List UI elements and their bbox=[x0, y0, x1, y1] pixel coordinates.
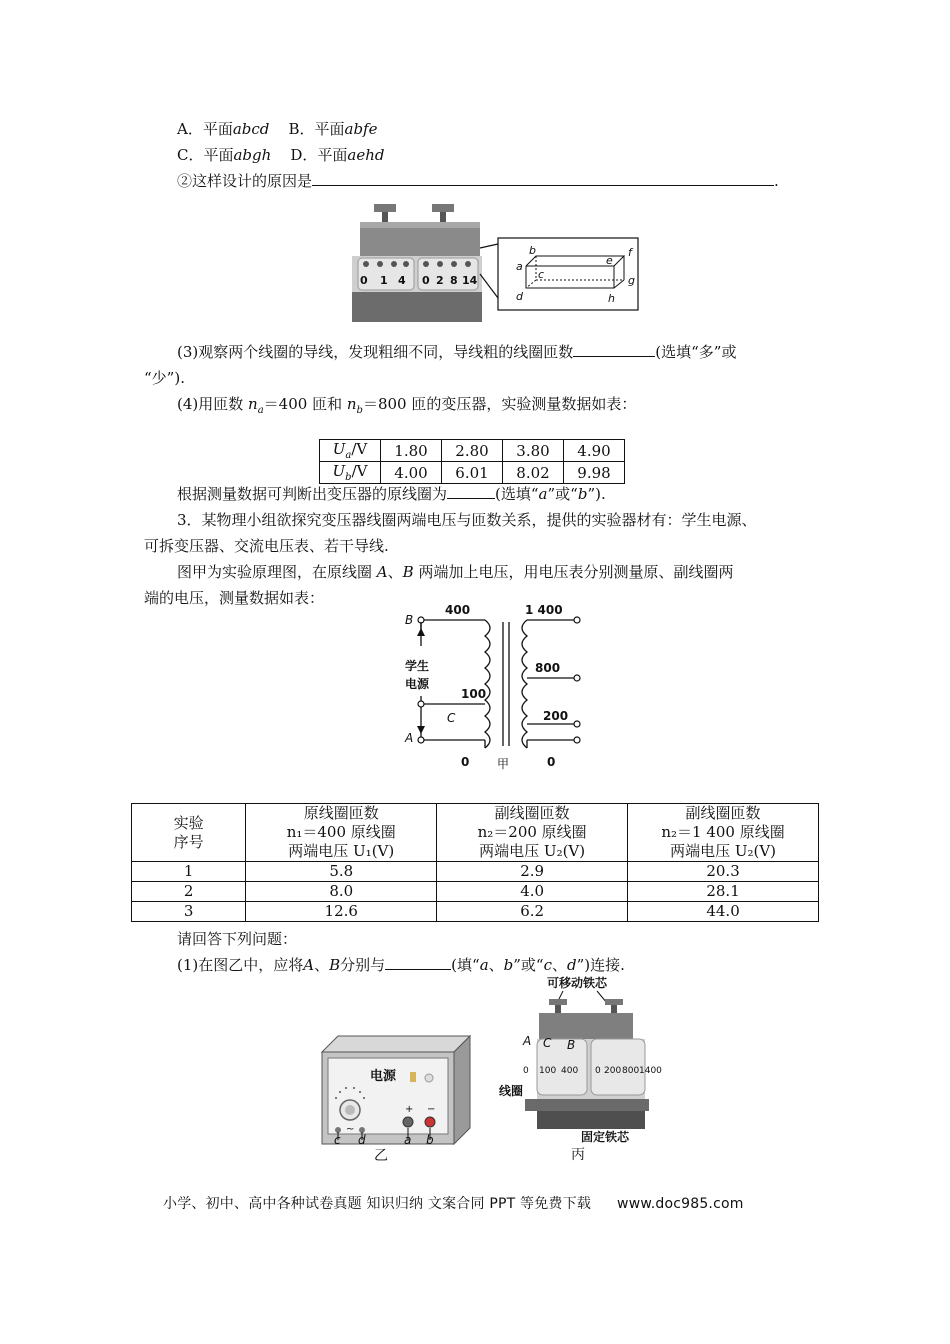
header-text: n₂＝1 400 原线圈 bbox=[661, 823, 785, 841]
table-header-row bbox=[132, 804, 819, 862]
scale-label: 0 bbox=[422, 274, 430, 287]
q1-text: ”)连接. bbox=[576, 956, 625, 974]
q1-text: (1)在图乙中，应将 bbox=[177, 956, 304, 974]
problem3-line2: 可拆变压器、交流电压表、若干导线. bbox=[144, 537, 389, 555]
option-a-var: abcd bbox=[232, 120, 270, 138]
turns-label: 1 400 bbox=[525, 603, 563, 617]
minus-label: − bbox=[427, 1104, 436, 1115]
na-sub: a bbox=[257, 405, 264, 416]
voltage-table bbox=[319, 439, 625, 484]
experiment-table bbox=[131, 803, 819, 922]
header-text: n₂＝200 原线圈 bbox=[477, 823, 587, 841]
answer-blank[interactable] bbox=[385, 955, 451, 970]
var-c: c bbox=[543, 956, 553, 974]
problem3-line1: 3．某物理小组欲探究变压器线圈两端电压与匝数关系，提供的实验器材有：学生电源、 bbox=[177, 511, 757, 529]
option-c-d bbox=[177, 145, 385, 165]
var-B: B bbox=[402, 563, 414, 581]
coil-label: 线圈 bbox=[499, 1084, 524, 1098]
scale-label: 4 bbox=[398, 274, 406, 287]
option-d-label: D．平面 bbox=[290, 146, 348, 164]
var-b: b bbox=[577, 485, 588, 503]
transformer-figure bbox=[352, 198, 642, 326]
terminal-label: B bbox=[567, 1038, 576, 1052]
header-text: 两端电压 U₂(V) bbox=[670, 842, 777, 860]
table-row bbox=[132, 902, 819, 922]
var-B: B bbox=[329, 956, 341, 974]
table-cell: 28.1 bbox=[628, 882, 819, 902]
header-text: 副线圈匝数 bbox=[494, 804, 570, 822]
turns-label: 400 bbox=[445, 603, 471, 617]
footer-link[interactable]: www.doc985.com bbox=[617, 1196, 744, 1212]
question-3-line2: “少”). bbox=[144, 369, 185, 387]
questions-intro: 请回答下列问题： bbox=[177, 930, 298, 948]
option-b-var: abfe bbox=[344, 120, 378, 138]
scale-label: 100 bbox=[539, 1066, 557, 1076]
u-symbol: U bbox=[332, 440, 346, 458]
terminal-label: C bbox=[447, 711, 456, 725]
page-footer bbox=[163, 1193, 744, 1213]
header-cell bbox=[437, 804, 628, 862]
header-text: n₁＝400 原线圈 bbox=[286, 823, 396, 841]
vertex-label: f bbox=[628, 246, 632, 259]
question-3-line1 bbox=[177, 342, 736, 362]
table-cell: 6.01 bbox=[442, 462, 503, 484]
ac-label: ~ bbox=[346, 1124, 355, 1135]
source-label: 学生 bbox=[405, 659, 430, 673]
scale-label: 0 bbox=[360, 274, 368, 287]
power-supply-figure bbox=[318, 1032, 473, 1164]
table-row bbox=[132, 882, 819, 902]
figure-caption: 丙 bbox=[571, 1147, 585, 1163]
q3-text-end: (选填“多”或 bbox=[655, 343, 737, 361]
plus-label: + bbox=[405, 1104, 414, 1115]
q1-text: ”或“ bbox=[513, 956, 544, 974]
terminal-label: d bbox=[358, 1133, 366, 1147]
nb-var: n bbox=[346, 395, 357, 413]
option-c-var: abgh bbox=[233, 146, 272, 164]
u-sub: b bbox=[345, 472, 352, 483]
u-sub: a bbox=[345, 450, 352, 461]
terminal-label: a bbox=[404, 1133, 412, 1147]
source-label: 电源 bbox=[405, 677, 430, 691]
table-cell: 5.8 bbox=[246, 862, 437, 882]
q2-sub2-end: . bbox=[774, 172, 779, 190]
vertex-label: b bbox=[529, 244, 536, 257]
scale-label: 200 bbox=[604, 1066, 622, 1076]
table-cell: 2.9 bbox=[437, 862, 628, 882]
scale-label: 1 bbox=[380, 274, 388, 287]
question-4 bbox=[177, 394, 636, 421]
nb-sub: b bbox=[356, 405, 363, 416]
terminal-label: A bbox=[405, 731, 414, 745]
table-cell: 6.2 bbox=[437, 902, 628, 922]
judge-text: ”). bbox=[587, 485, 606, 503]
q4-end: ＝800 匝的变压器，实验测量数据如表： bbox=[362, 395, 637, 413]
turns-label: 0 bbox=[461, 755, 470, 769]
option-a-b bbox=[177, 119, 378, 139]
sep: 、 bbox=[387, 563, 403, 581]
option-a-label: A．平面 bbox=[177, 120, 233, 138]
q4-mid: ＝400 匝和 bbox=[263, 395, 343, 413]
terminal-label: A bbox=[523, 1034, 532, 1048]
answer-blank[interactable] bbox=[312, 171, 774, 186]
sep: 、 bbox=[314, 956, 330, 974]
vertex-label: a bbox=[516, 260, 523, 273]
var-A: A bbox=[303, 956, 315, 974]
header-cell bbox=[628, 804, 819, 862]
terminal-label: b bbox=[426, 1133, 434, 1147]
q4-text: (4)用匝数 bbox=[177, 395, 244, 413]
option-c-label: C．平面 bbox=[177, 146, 234, 164]
scale-label: 800 bbox=[622, 1066, 640, 1076]
q1-text: 分别与 bbox=[340, 956, 386, 974]
p3-text: 两端加上电压，用电压表分别测量原、副线圈两 bbox=[418, 563, 734, 581]
power-title: 电源 bbox=[370, 1069, 397, 1084]
table-cell: 4.90 bbox=[564, 440, 625, 462]
vertex-label: h bbox=[608, 292, 615, 305]
scale-label: 8 bbox=[450, 274, 458, 287]
p3-text: 图甲为实验原理图，在原线圈 bbox=[177, 563, 373, 581]
table-cell: 9.98 bbox=[564, 462, 625, 484]
turns-label: 0 bbox=[547, 755, 556, 769]
terminal-label: C bbox=[543, 1036, 552, 1050]
terminal-label: c bbox=[334, 1133, 341, 1147]
table-row bbox=[320, 440, 625, 462]
q2-sub2-text: ②这样设计的原因是 bbox=[177, 172, 313, 190]
answer-blank[interactable] bbox=[573, 342, 655, 357]
table-cell: 1.80 bbox=[381, 440, 442, 462]
circuit-diagram bbox=[395, 600, 595, 776]
table-cell: 4.0 bbox=[437, 882, 628, 902]
answer-blank[interactable] bbox=[447, 484, 495, 499]
vertex-label: g bbox=[628, 274, 635, 287]
sep: 、 bbox=[488, 956, 504, 974]
header-text: 两端电压 U₁(V) bbox=[288, 842, 395, 860]
vertex-label: c bbox=[538, 268, 545, 281]
table-row bbox=[320, 462, 625, 484]
header-text: 序号 bbox=[173, 832, 204, 851]
table-cell: 20.3 bbox=[628, 862, 819, 882]
na-var: n bbox=[248, 395, 258, 413]
option-d-var: aehd bbox=[347, 146, 385, 164]
var-a: a bbox=[538, 485, 548, 503]
vertex-label: d bbox=[516, 290, 523, 303]
problem3-line4: 端的电压，测量数据如表： bbox=[144, 589, 325, 607]
row-header bbox=[320, 440, 381, 462]
table-row bbox=[132, 862, 819, 882]
unit: /V bbox=[351, 440, 368, 458]
header-cell bbox=[246, 804, 437, 862]
table-cell: 3.80 bbox=[503, 440, 564, 462]
judge-text: ”或“ bbox=[547, 485, 578, 503]
var-d: d bbox=[567, 956, 577, 974]
header-text: 两端电压 U₂(V) bbox=[479, 842, 586, 860]
fixed-core-label: 固定铁芯 bbox=[581, 1130, 630, 1144]
problem3-line3 bbox=[177, 562, 733, 582]
judge-line bbox=[177, 484, 606, 504]
var-a: a bbox=[479, 956, 489, 974]
table-cell: 2 bbox=[132, 882, 246, 902]
table-cell: 1 bbox=[132, 862, 246, 882]
table-cell: 44.0 bbox=[628, 902, 819, 922]
vertex-label: e bbox=[606, 254, 613, 267]
judge-text: 根据测量数据可判断出变压器的原线圈为 bbox=[177, 485, 448, 503]
var-b: b bbox=[503, 956, 514, 974]
table-cell: 4.00 bbox=[381, 462, 442, 484]
header-text: 实验 bbox=[173, 813, 204, 832]
var-A: A bbox=[376, 563, 388, 581]
row-header bbox=[320, 462, 381, 484]
q3-text: (3)观察两个线圈的导线，发现粗细不同，导线粗的线圈匝数 bbox=[177, 343, 574, 361]
question-2-sub2 bbox=[177, 171, 779, 191]
scale-label: 0 bbox=[523, 1066, 529, 1076]
header-text: 副线圈匝数 bbox=[685, 804, 761, 822]
option-b-label: B．平面 bbox=[288, 120, 345, 138]
footer-text: 小学、初中、高中各种试卷真题 知识归纳 文案合同 PPT 等免费下载 bbox=[163, 1196, 592, 1212]
u-symbol: U bbox=[332, 462, 346, 480]
judge-text: (选填“ bbox=[495, 485, 539, 503]
turns-label: 800 bbox=[535, 661, 561, 675]
figure-caption: 甲 bbox=[497, 757, 510, 771]
scale-label: 400 bbox=[561, 1066, 579, 1076]
turns-label: 200 bbox=[543, 709, 569, 723]
question-1 bbox=[177, 955, 625, 975]
table-cell: 8.02 bbox=[503, 462, 564, 484]
scale-label: 0 bbox=[595, 1066, 601, 1076]
table-cell: 3 bbox=[132, 902, 246, 922]
figure-caption: 乙 bbox=[374, 1148, 388, 1164]
header-cell bbox=[132, 804, 246, 862]
detachable-transformer-figure bbox=[497, 975, 669, 1165]
movable-core-label: 可移动铁芯 bbox=[547, 976, 608, 990]
scale-label: 2 bbox=[436, 274, 444, 287]
turns-label: 100 bbox=[461, 687, 487, 701]
sep: 、 bbox=[552, 956, 568, 974]
unit: /V bbox=[351, 462, 368, 480]
scale-label: 1400 bbox=[639, 1066, 662, 1076]
table-cell: 2.80 bbox=[442, 440, 503, 462]
terminal-label: B bbox=[405, 613, 414, 627]
table-cell: 8.0 bbox=[246, 882, 437, 902]
q1-text: (填“ bbox=[451, 956, 480, 974]
scale-label: 14 bbox=[462, 274, 478, 287]
header-text: 原线圈匝数 bbox=[303, 804, 379, 822]
table-cell: 12.6 bbox=[246, 902, 437, 922]
